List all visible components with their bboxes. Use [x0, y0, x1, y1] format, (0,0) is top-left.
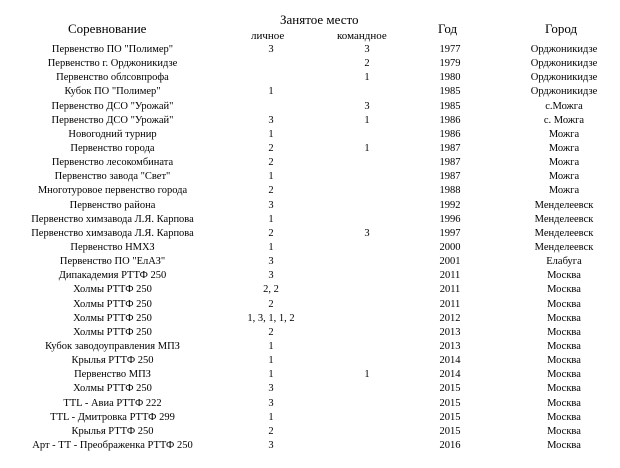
cell-team-place: 1: [364, 114, 370, 126]
table-row: [0, 382, 620, 396]
cell-year: 1985: [439, 100, 461, 112]
cell-city: с.Можга: [545, 100, 583, 112]
cell-year: 1985: [439, 86, 461, 98]
cell-year: 2001: [439, 256, 461, 268]
cell-team-place: 3: [364, 227, 370, 239]
table-row: [0, 57, 620, 71]
cell-personal-place: 1, 3, 1, 1, 2: [247, 312, 295, 324]
table-row: [0, 368, 620, 382]
cell-city: Москва: [547, 439, 581, 451]
cell-year: 1986: [439, 114, 461, 126]
cell-year: 2016: [439, 439, 461, 451]
cell-competition: Первенство химзавода Л.Я. Карпова: [31, 213, 194, 225]
cell-year: 2000: [439, 241, 461, 253]
cell-year: 1997: [439, 227, 461, 239]
table-row: [0, 114, 620, 128]
table-row: [0, 326, 620, 340]
cell-year: 1987: [439, 171, 461, 183]
table-row: [0, 269, 620, 283]
cell-year: 1987: [439, 157, 461, 169]
cell-city: Москва: [547, 326, 581, 338]
table-row: [0, 71, 620, 85]
table-row: [0, 255, 620, 269]
cell-city: Москва: [547, 425, 581, 437]
cell-personal-place: 1: [268, 213, 274, 225]
cell-personal-place: 2: [268, 298, 274, 310]
table-row: [0, 142, 620, 156]
header-place: Занятое место: [280, 12, 359, 27]
cell-year: 2012: [439, 312, 461, 324]
cell-personal-place: 1: [268, 355, 274, 367]
table-row: [0, 340, 620, 354]
cell-city: Москва: [547, 355, 581, 367]
cell-year: 1980: [439, 72, 461, 84]
cell-competition: Холмы РТТФ 250: [73, 312, 152, 324]
table-row: [0, 170, 620, 184]
cell-city: Можга: [548, 157, 580, 169]
cell-team-place: 1: [364, 369, 370, 381]
cell-competition: Холмы РТТФ 250: [73, 284, 152, 296]
cell-personal-place: 1: [268, 128, 274, 140]
cell-year: 1979: [439, 58, 461, 70]
table-row: [0, 439, 620, 453]
cell-competition: Первенство НМХЗ: [70, 241, 155, 253]
cell-personal-place: 3: [268, 383, 274, 395]
cell-year: 2015: [439, 383, 461, 395]
cell-competition: Первенство г. Орджоникидзе: [47, 58, 178, 70]
cell-personal-place: 1: [268, 86, 274, 98]
header-city: Город: [545, 21, 578, 36]
cell-city: Можга: [548, 185, 580, 197]
cell-personal-place: 2: [268, 227, 274, 239]
table-row: [0, 411, 620, 425]
cell-competition: Холмы РТТФ 250: [73, 383, 152, 395]
table-row: [0, 85, 620, 99]
cell-year: 2013: [439, 326, 461, 338]
cell-personal-place: 3: [268, 256, 274, 268]
cell-year: 2011: [439, 284, 461, 296]
cell-city: Можга: [548, 128, 580, 140]
cell-city: Москва: [547, 340, 581, 352]
cell-year: 1977: [439, 44, 461, 55]
cell-competition: Холмы РТТФ 250: [73, 298, 152, 310]
cell-year: 1992: [439, 199, 461, 211]
cell-city: Орджоникидзе: [530, 44, 598, 55]
cell-city: Менделеевск: [534, 241, 594, 253]
cell-city: Москва: [547, 411, 581, 423]
cell-personal-place: 2: [268, 326, 274, 338]
cell-year: 2015: [439, 425, 461, 437]
cell-personal-place: 1: [268, 411, 274, 423]
cell-city: Менделеевск: [534, 227, 594, 239]
cell-competition: Первенство района: [69, 199, 156, 211]
cell-personal-place: 3: [268, 270, 274, 282]
header-personal: личное: [251, 30, 285, 42]
cell-personal-place: 3: [268, 114, 274, 126]
cell-city: Москва: [547, 397, 581, 409]
cell-personal-place: 1: [268, 340, 274, 352]
cell-city: Москва: [547, 369, 581, 381]
cell-year: 2014: [439, 369, 461, 381]
table-row: [0, 397, 620, 411]
results-table: [0, 43, 620, 453]
cell-competition: Первенство ДСО "Урожай": [51, 114, 174, 126]
cell-competition: Первенство ПО "Полимер": [51, 44, 174, 55]
cell-personal-place: 2: [268, 157, 274, 169]
cell-competition: Кубок заводоуправления МПЗ: [45, 340, 180, 352]
header-competition: Соревнование: [68, 21, 147, 36]
cell-year: 2011: [439, 298, 461, 310]
cell-city: Орджоникидзе: [530, 58, 598, 70]
cell-team-place: 2: [364, 58, 370, 70]
cell-personal-place: 2, 2: [263, 284, 279, 296]
cell-personal-place: 2: [268, 185, 274, 197]
cell-city: Москва: [547, 383, 581, 395]
cell-competition: Крылья РТТФ 250: [71, 425, 154, 437]
cell-competition: Многотуровое первенство города: [37, 185, 188, 197]
cell-personal-place: 3: [268, 199, 274, 211]
cell-competition: Дипакадемия РТТФ 250: [58, 270, 167, 282]
cell-competition: TTL - Дмитровка РТТФ 299: [50, 411, 175, 423]
cell-city: Орджоникидзе: [530, 72, 598, 84]
cell-personal-place: 2: [268, 142, 274, 154]
cell-competition: Первенство ПО "ЕлАЗ": [59, 256, 166, 268]
cell-city: Менделеевск: [534, 213, 594, 225]
cell-competition: Первенство ДСО "Урожай": [51, 100, 174, 112]
table-row: [0, 283, 620, 297]
cell-competition: Холмы РТТФ 250: [73, 326, 152, 338]
cell-competition: Первенство города: [70, 142, 155, 154]
header-year: Год: [438, 21, 458, 36]
cell-personal-place: 1: [268, 241, 274, 253]
cell-personal-place: 3: [268, 44, 274, 55]
cell-city: Можга: [548, 142, 580, 154]
table-row: [0, 43, 620, 57]
cell-team-place: 3: [364, 100, 370, 112]
cell-year: 2011: [439, 270, 461, 282]
cell-competition: Первенство облсовпрофа: [56, 72, 169, 84]
table-row: [0, 213, 620, 227]
cell-city: Москва: [547, 298, 581, 310]
cell-city: Москва: [547, 312, 581, 324]
cell-year: 2014: [439, 355, 461, 367]
cell-city: Менделеевск: [534, 199, 594, 211]
cell-year: 2015: [439, 411, 461, 423]
table-row: [0, 128, 620, 142]
cell-personal-place: 2: [268, 425, 274, 437]
cell-city: Можга: [548, 171, 580, 183]
cell-city: Елабуга: [546, 256, 582, 268]
cell-competition: Кубок ПО "Полимер": [64, 86, 161, 98]
table-row: [0, 425, 620, 439]
table-row: [0, 100, 620, 114]
cell-competition: Первенство завода "Свет": [54, 171, 171, 183]
cell-year: 1988: [439, 185, 461, 197]
cell-personal-place: 3: [268, 439, 274, 451]
cell-year: 1986: [439, 128, 461, 140]
cell-personal-place: 1: [268, 171, 274, 183]
table-row: [0, 298, 620, 312]
table-row: [0, 227, 620, 241]
cell-personal-place: 3: [268, 397, 274, 409]
cell-city: Москва: [547, 270, 581, 282]
cell-competition: Первенство лесокомбината: [51, 157, 174, 169]
cell-team-place: 1: [364, 72, 370, 84]
cell-year: 1996: [439, 213, 461, 225]
table-row: [0, 199, 620, 213]
cell-city: Орджоникидзе: [530, 86, 598, 98]
cell-city: с. Можга: [543, 114, 585, 126]
table-row: [0, 241, 620, 255]
table-row: [0, 312, 620, 326]
cell-team-place: 1: [364, 142, 370, 154]
cell-competition: Крылья РТТФ 250: [71, 355, 154, 367]
table-row: [0, 354, 620, 368]
cell-competition: Первенство МПЗ: [74, 369, 151, 381]
cell-personal-place: 1: [268, 369, 274, 381]
cell-team-place: 3: [364, 44, 370, 55]
cell-city: Москва: [547, 284, 581, 296]
header-team: командное: [337, 30, 387, 42]
cell-competition: Арт - ТТ - Преображенка РТТФ 250: [32, 439, 193, 451]
cell-year: 2013: [439, 340, 461, 352]
cell-competition: Первенство химзавода Л.Я. Карпова: [31, 227, 194, 239]
table-row: [0, 184, 620, 198]
cell-year: 1987: [439, 142, 461, 154]
table-row: [0, 156, 620, 170]
cell-competition: TTL - Авиа РТТФ 222: [63, 397, 162, 409]
cell-year: 2015: [439, 397, 461, 409]
cell-competition: Новогодний турнир: [68, 128, 157, 140]
